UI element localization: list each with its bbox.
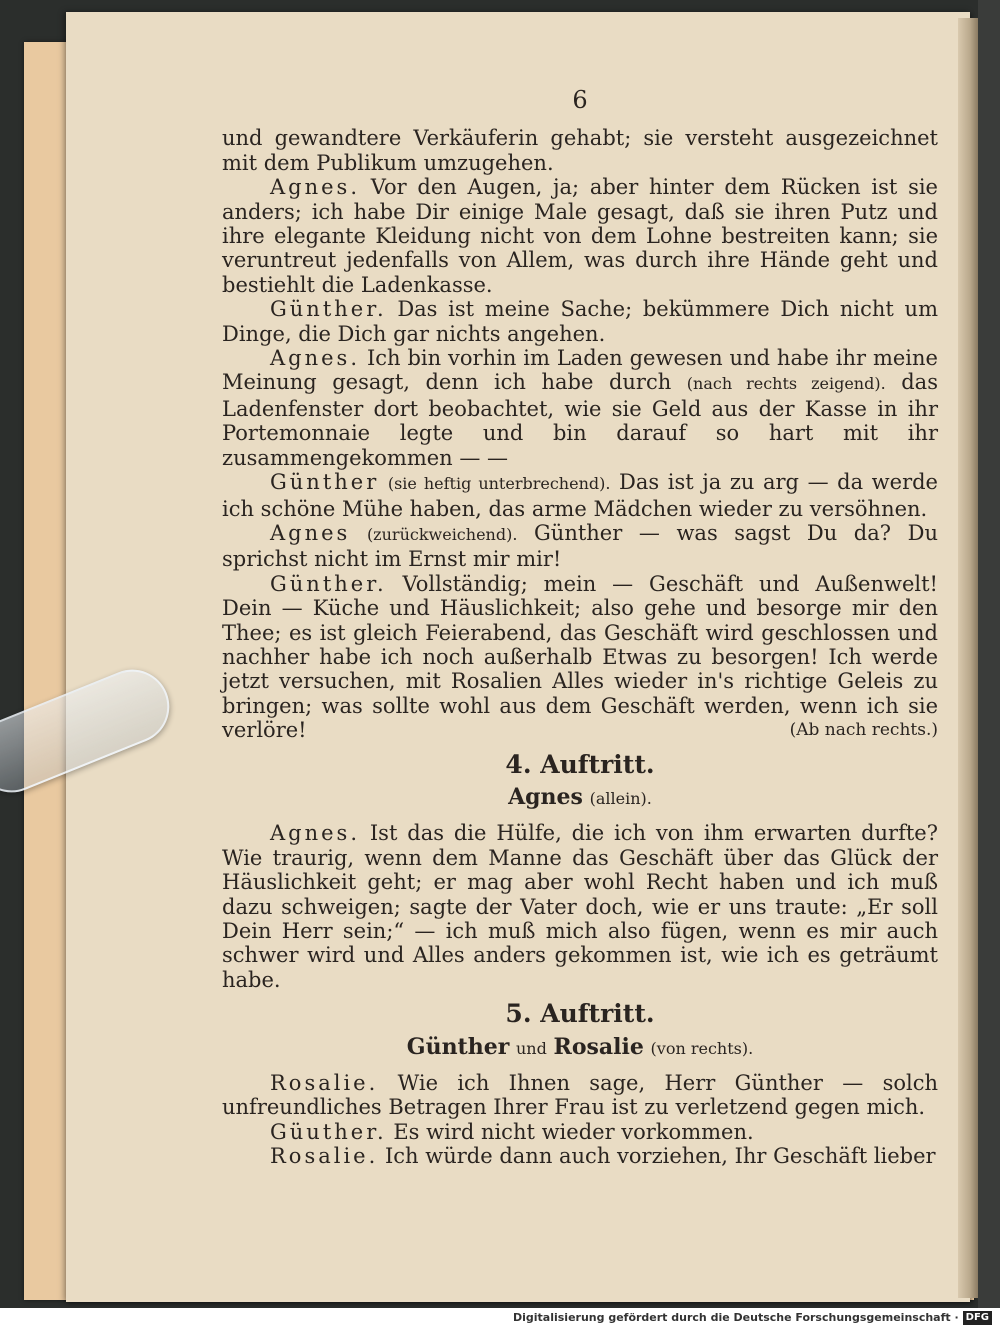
dialogue-agnes-1 bbox=[222, 175, 938, 297]
dialogue-text: Das ist ja zu arg — da werde ich schöne Mühe haben, das arme Mädchen wieder zu versöhnen. bbox=[222, 470, 938, 521]
dialogue-text: Es wird nicht wieder vorkommen. bbox=[393, 1119, 754, 1144]
stage-direction: (sie heftig unterbrechend). bbox=[387, 474, 611, 494]
dialogue-rosalie-2 bbox=[222, 1144, 938, 1168]
speaker-name: Agnes. bbox=[270, 821, 361, 846]
stage-direction: (zurückweichend). bbox=[366, 524, 518, 544]
speaker-name: Agnes bbox=[270, 520, 351, 545]
cast-name: Agnes bbox=[508, 783, 583, 810]
scene-heading-5: 5. Auftritt. bbox=[505, 999, 655, 1029]
dialogue-text: Ich würde dann auch vorziehen, Ihr Geschäft lieber bbox=[384, 1144, 936, 1169]
dialogue-text: Günther — was sagst Du da? Du sprichst nicht im Ernst mir mir! bbox=[222, 520, 938, 572]
cast-name: Rosalie bbox=[553, 1033, 644, 1060]
dialogue-text: Das ist meine Sache; bekümmere Dich nicht um Dinge, die Dich gar nichts angehen. bbox=[222, 297, 938, 346]
dialogue-rosalie-1 bbox=[222, 1071, 938, 1120]
dialogue-agnes-2 bbox=[222, 346, 938, 470]
page-edge bbox=[958, 18, 978, 1298]
dialogue-agnes-4 bbox=[222, 821, 938, 992]
page-text bbox=[222, 88, 938, 1169]
dialogue-agnes-3 bbox=[222, 521, 938, 572]
paragraph-continuation: und gewandtere Verkäuferin gehabt; sie versteht ausgezeichnet mit dem Publikum umzugehen. bbox=[222, 126, 938, 175]
speaker-name: Agnes. bbox=[270, 346, 361, 371]
speaker-name: Güuther. bbox=[270, 1119, 387, 1144]
dialogue-text: Wie ich Ihnen sage, Herr Günther — solch unfreundliches Betragen Ihrer Frau ist zu verletzend gegen mich. bbox=[222, 1071, 938, 1120]
right-strip bbox=[978, 0, 1000, 1308]
footer-credit bbox=[0, 1308, 1000, 1328]
speaker-name: Günther. bbox=[270, 571, 387, 596]
dialogue-text: das Ladenfenster dort beobachtet, wie sie Geld aus der Kasse in ihr Portemonnaie legte und bin darauf so hart mit ihr zusammengekommen — — bbox=[222, 370, 938, 470]
dialogue-text: Vor den Augen, ja; aber hinter dem Rücken ist sie anders; ich habe Dir einige Male gesagt, daß sie ihren Putz und ihre elegante Kleidung nicht von dem Lohne bestreiten kann; sie veruntreut jedenfalls von Allem, was durch ihre Hände geht und bestiehlt die Ladenkasse. bbox=[222, 175, 938, 297]
speaker-name: Günther bbox=[270, 470, 380, 495]
scene-heading-4: 4. Auftritt. bbox=[505, 749, 655, 779]
scene-cast-5 bbox=[222, 1035, 938, 1061]
dialogue-text: Ich bin vorhin im Laden gewesen und habe ihr meine Meinung gesagt, denn ich habe durch bbox=[222, 346, 938, 395]
stage-direction-exit: (Ab nach rechts.) bbox=[789, 720, 938, 741]
speaker-name: Agnes. bbox=[270, 175, 361, 200]
page-number: 6 bbox=[572, 86, 588, 114]
dialogue-guenther-5 bbox=[222, 1120, 938, 1144]
dialogue-guenther-1 bbox=[222, 297, 938, 346]
speaker-name: Rosalie. bbox=[270, 1144, 379, 1169]
cast-name: Günther bbox=[406, 1033, 510, 1060]
cast-note: (von rechts). bbox=[650, 1038, 754, 1058]
dialogue-text: Vollständig; mein — Geschäft und Außenwelt! Dein — Küche und Häuslichkeit; also gehe und besorge mir den Thee; es ist gleich Feierabend, das Geschäft wird geschlossen und nachher habe ich noch außerhalb Etwas zu besorgen! Ich werde jetzt versuchen, mit Rosalien Alles wieder in's richtige Geleis zu bringen; was sollte wohl aus dem Geschäft werden, wenn ich sie verlöre! bbox=[222, 571, 938, 743]
cast-note: (allein). bbox=[589, 788, 652, 808]
stage-direction: (nach rechts zeigend). bbox=[686, 374, 886, 394]
scene-cast-4 bbox=[222, 785, 938, 811]
footer-text: Digitalisierung gefördert durch die Deutsche Forschungsgemeinschaft · bbox=[512, 1311, 959, 1324]
speaker-name: Günther. bbox=[270, 297, 387, 322]
dialogue-guenther-2 bbox=[222, 470, 938, 521]
dfg-logo-icon: DFG bbox=[963, 1311, 992, 1325]
dialogue-guenther-3 bbox=[222, 572, 938, 743]
cast-connector: und bbox=[516, 1038, 547, 1058]
speaker-name: Rosalie. bbox=[270, 1071, 379, 1096]
dialogue-text: Ist das die Hülfe, die ich von ihm erwarten durfte? Wie traurig, wenn dem Manne das Geschäft über das Glück der Häuslichkeit geht; er mag aber wohl Recht haben und ich muß dazu schweigen; sagte der Vater doch, wie er uns traute: „Er soll Dein Herr sein;“ — ich muß mich also fügen, wenn es mir auch schwer wird und Alles anders gekommen ist, wie ich es geträumt habe. bbox=[222, 821, 938, 992]
